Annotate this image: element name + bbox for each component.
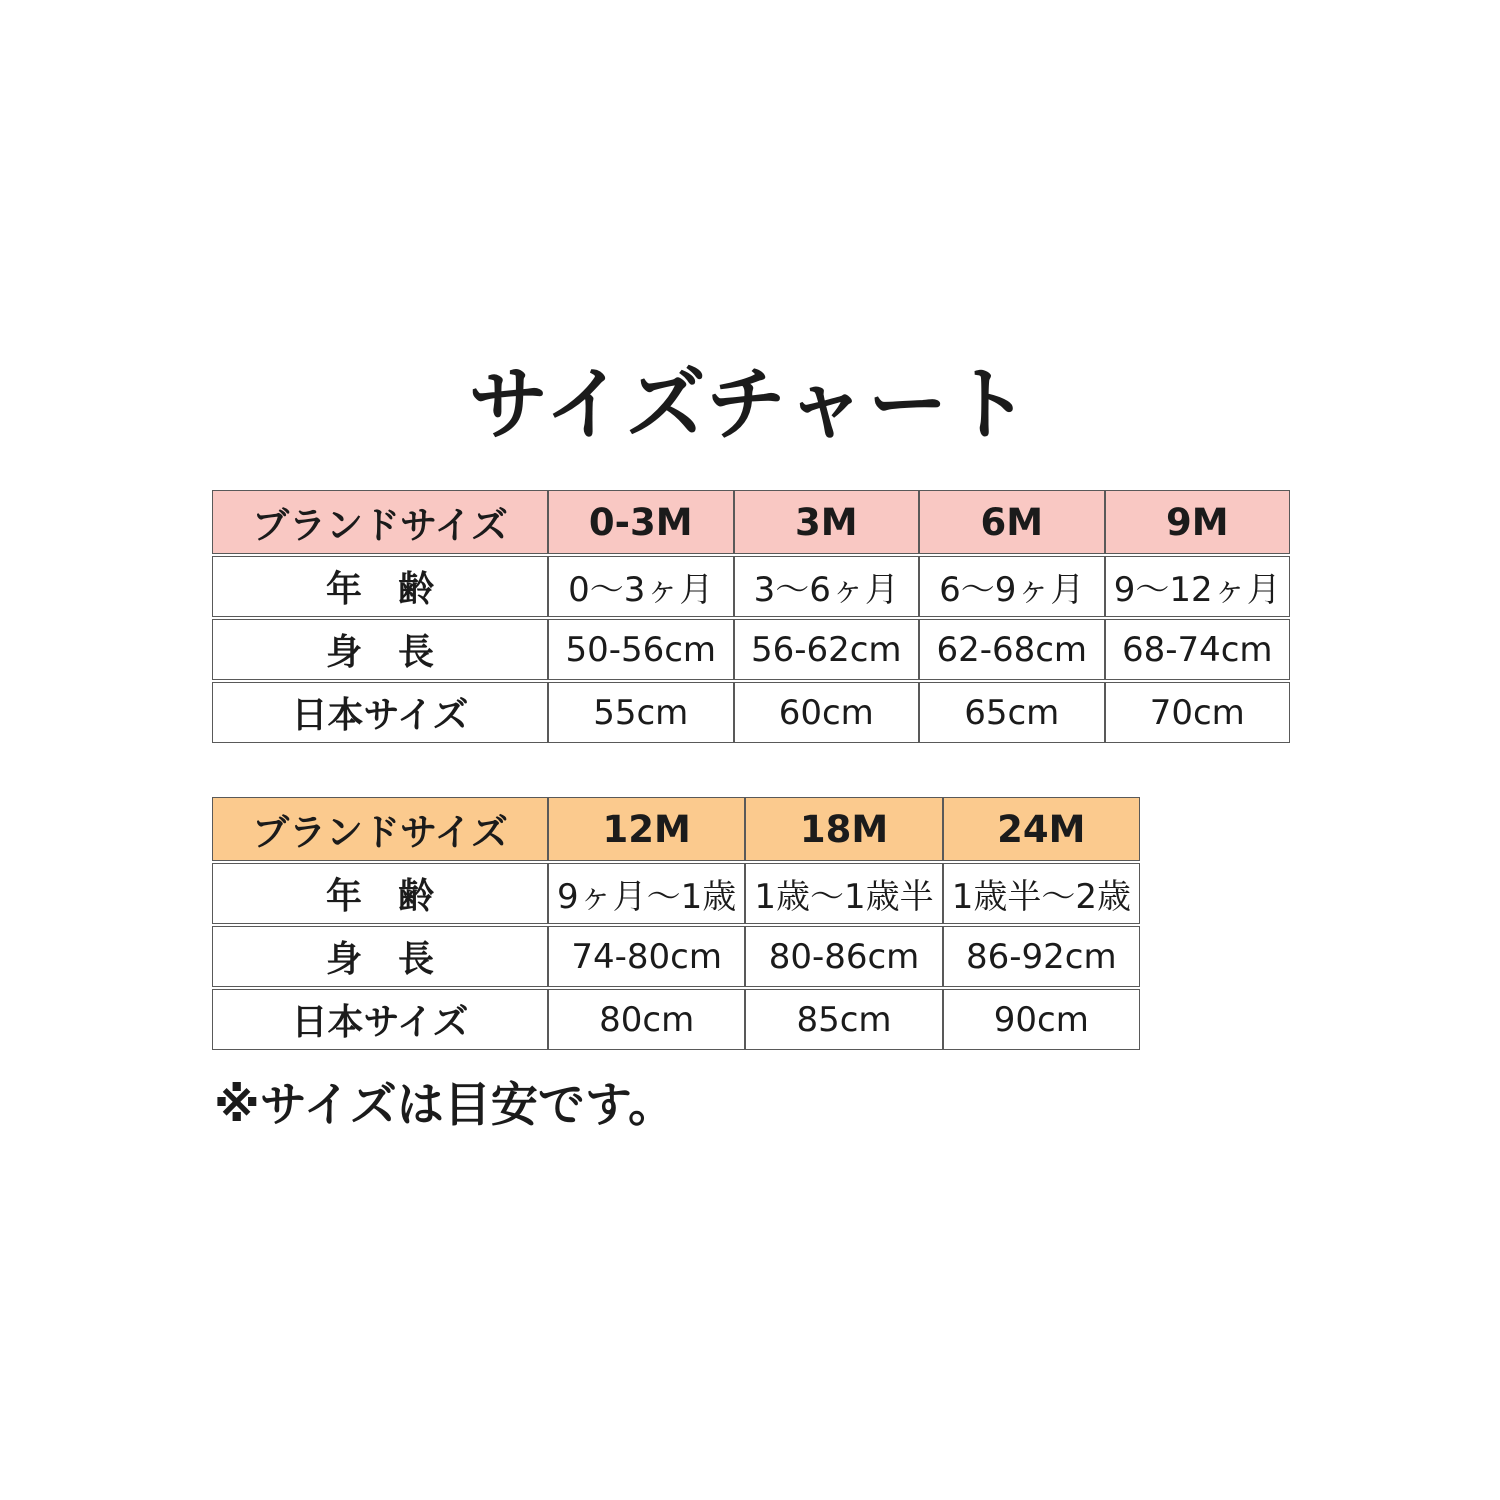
header-row — [212, 490, 1290, 554]
size-column-header: 9M — [1105, 490, 1291, 554]
size-column-header: 12M — [548, 797, 745, 861]
size-column-header: 3M — [734, 490, 920, 554]
size-column-header: 0-3M — [548, 490, 734, 554]
row-label: 身 長 — [212, 926, 548, 987]
size-note: ※サイズは目安です。 — [214, 1078, 676, 1133]
cell-value: 50-56cm — [548, 619, 734, 680]
table-row — [212, 989, 1140, 1050]
row-label: 年 齢 — [212, 863, 548, 924]
size-table-0-9m — [212, 488, 1290, 745]
cell-value: 3〜6ヶ月 — [734, 556, 920, 617]
table-row — [212, 682, 1290, 743]
table-row — [212, 619, 1290, 680]
size-column-header: 18M — [745, 797, 942, 861]
cell-value: 80cm — [548, 989, 745, 1050]
cell-value: 9ヶ月〜1歳 — [548, 863, 745, 924]
table-row — [212, 556, 1290, 617]
cell-value: 74-80cm — [548, 926, 745, 987]
size-column-header: 24M — [943, 797, 1140, 861]
cell-value: 70cm — [1105, 682, 1291, 743]
cell-value: 60cm — [734, 682, 920, 743]
cell-value: 80-86cm — [745, 926, 942, 987]
cell-value: 68-74cm — [1105, 619, 1291, 680]
cell-value: 1歳半〜2歳 — [943, 863, 1140, 924]
cell-value: 86-92cm — [943, 926, 1140, 987]
cell-value: 1歳〜1歳半 — [745, 863, 942, 924]
page-title: サイズチャート — [468, 358, 1032, 451]
size-table-12-24m — [212, 795, 1140, 1052]
cell-value: 0〜3ヶ月 — [548, 556, 734, 617]
cell-value: 62-68cm — [919, 619, 1105, 680]
row-label: 日本サイズ — [212, 989, 548, 1050]
table-row — [212, 863, 1140, 924]
table-row — [212, 926, 1140, 987]
cell-value: 9〜12ヶ月 — [1105, 556, 1291, 617]
cell-value: 90cm — [943, 989, 1140, 1050]
cell-value: 56-62cm — [734, 619, 920, 680]
header-row — [212, 797, 1140, 861]
size-column-header: 6M — [919, 490, 1105, 554]
row-label-header: ブランドサイズ — [212, 797, 548, 861]
row-label: 身 長 — [212, 619, 548, 680]
row-label: 日本サイズ — [212, 682, 548, 743]
cell-value: 65cm — [919, 682, 1105, 743]
row-label-header: ブランドサイズ — [212, 490, 548, 554]
cell-value: 6〜9ヶ月 — [919, 556, 1105, 617]
cell-value: 55cm — [548, 682, 734, 743]
row-label: 年 齢 — [212, 556, 548, 617]
cell-value: 85cm — [745, 989, 942, 1050]
